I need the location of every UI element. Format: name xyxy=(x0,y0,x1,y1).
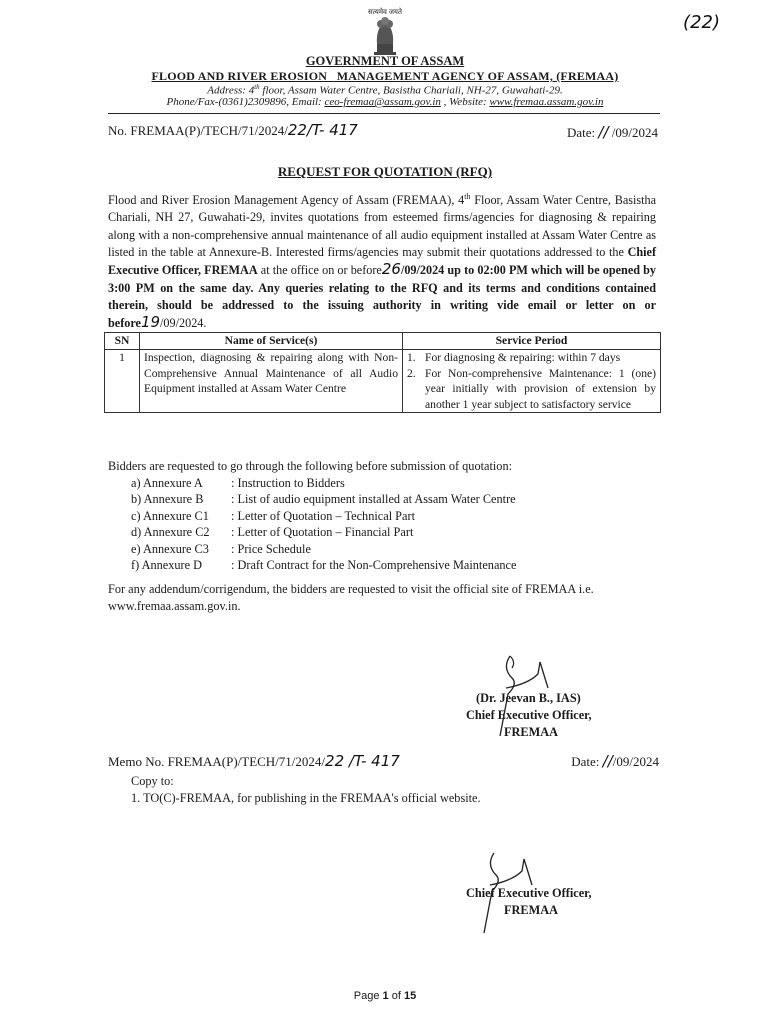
table-header-row xyxy=(105,333,661,350)
list-item: d) Annexure C2 : Letter of Quotation – Financial Part xyxy=(131,525,414,540)
header-divider xyxy=(108,113,660,114)
col-sn: SN xyxy=(105,333,140,350)
addressee: Chief Executive Officer, FREMAA xyxy=(108,244,656,278)
list-item: e) Annexure C3 : Price Schedule xyxy=(131,541,311,556)
signature-block-1 xyxy=(466,690,636,741)
annexure-list xyxy=(131,475,516,573)
state-emblem-icon xyxy=(368,10,402,58)
services-table xyxy=(104,332,661,413)
col-service-period: Service Period xyxy=(403,333,661,350)
memo-date: Date: ///09/2024 xyxy=(571,752,659,770)
agency-address: Address: 4th floor, Assam Water Centre, Basistha Chariali, NH-27, Guwahati-29. xyxy=(207,83,563,97)
signature-block-2 xyxy=(466,885,626,919)
document-title: REQUEST FOR QUOTATION (RFQ) xyxy=(277,164,493,179)
row-service-period xyxy=(403,350,661,413)
emblem-caption: सत्यमेव जयते xyxy=(368,8,402,16)
period-item: 1. For diagnosing & repairing: within 7 days xyxy=(407,351,621,364)
handwritten-ref: 22/T- 417 xyxy=(287,121,358,139)
memo-number: Memo No. FREMAA(P)/TECH/71/2024/22 /T- 417 xyxy=(108,752,400,770)
rfq-body: Flood and River Erosion Management Agency of Assam (FREMAA), 4th Floor, Assam Water Centre, Basistha Chariali, NH 27, Guwahati-29, invites quotations from esteemed firms/agencies for diagnosing & repairing along with a non-comprehensive annual maintenance of all audio equipment installed at Assam Water Centre as listed in the table at Annexure-B. Interested firms/agencies may submit their quotations addressed to the Chief Executive Officer, FREMAA at the office on or before26/09/2024 up to 02:00 PM which will be opened by 3:00 PM on the same day. Any queries relating to the RFQ and its terms and conditions contained therein, should be addressed to the issuing authority in writing vide email or letter on or before19/09/2024. xyxy=(108,192,657,332)
agency-contact: Phone/Fax-(0361)2309896, Email: ceo-fremaa@assam.gov.in , Website: www.fremaa.assam.gov.in xyxy=(166,96,604,108)
period-item: 2. For Non-comprehensive Maintenance: 1 (one) year initially with provision of extension by another 1 year subject to satisfactory service xyxy=(407,366,656,411)
addendum-note: For any addendum/corrigendum, the bidders are requested to visit the official site of FREMAA i.e. www.fremaa.assam.gov.in. xyxy=(108,582,594,613)
signatory-name: (Dr. Jeevan B., IAS) xyxy=(476,691,581,705)
table-row xyxy=(105,350,661,413)
website-link[interactable]: www.fremaa.assam.gov.in xyxy=(489,96,604,108)
list-item: c) Annexure C1 : Letter of Quotation – Technical Part xyxy=(131,508,415,523)
reference-number: No. FREMAA(P)/TECH/71/2024/22/T- 417 xyxy=(108,121,358,139)
signatory-designation: Chief Executive Officer, xyxy=(466,886,592,900)
list-item: b) Annexure B : List of audio equipment installed at Assam Water Centre xyxy=(131,492,516,507)
row-sn: 1 xyxy=(105,350,140,413)
col-service-name: Name of Service(s) xyxy=(140,333,403,350)
copy-item: 1. TO(C)-FREMAA, for publishing in the FREMAA's official website. xyxy=(131,791,481,805)
email-link[interactable]: ceo-fremaa@assam.gov.in xyxy=(324,96,441,108)
row-service-name: Inspection, diagnosing & repairing along with Non-Comprehensive Annual Maintenance of all Audio Equipment installed at Assam Water Centre xyxy=(140,350,403,413)
signatory-org: FREMAA xyxy=(504,725,558,739)
bidders-intro: Bidders are requested to go through the following before submission of quotation: xyxy=(108,459,513,473)
signatory-org: FREMAA xyxy=(504,903,558,917)
handwritten-memo: 22 /T- 417 xyxy=(325,752,400,770)
signatory-designation: Chief Executive Officer, xyxy=(466,708,592,722)
copy-to-label: Copy to: xyxy=(131,774,174,788)
agency-title: FLOOD AND RIVER EROSION MANAGEMENT AGENCY OF ASSAM, (FREMAA) xyxy=(151,69,619,83)
corner-page-mark: (22) xyxy=(683,12,720,33)
page-number: Page 1 of 15 xyxy=(353,990,417,1002)
government-title: GOVERNMENT OF ASSAM xyxy=(305,54,465,68)
reference-date: Date: // /09/2024 xyxy=(567,123,658,141)
list-item: f) Annexure D : Draft Contract for the Non-Comprehensive Maintenance xyxy=(131,558,517,573)
list-item: a) Annexure A : Instruction to Bidders xyxy=(131,476,345,490)
